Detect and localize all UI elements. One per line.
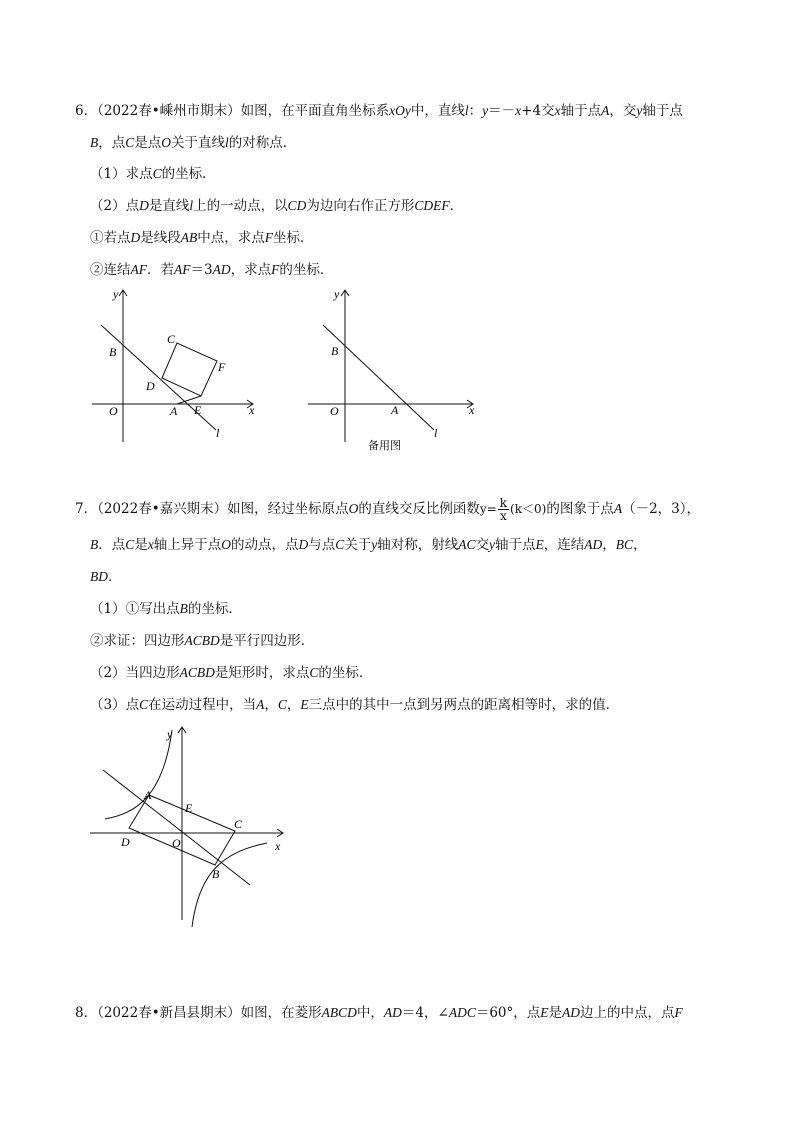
hyperbola-lower-right <box>192 843 267 927</box>
label-o: O <box>172 836 181 850</box>
label-b: B <box>331 344 339 358</box>
p6-var: y <box>636 103 643 118</box>
label-o: O <box>109 404 118 418</box>
label-b: B <box>109 345 117 359</box>
p7-text: ②求证：四边形 <box>90 633 185 649</box>
label-a: A <box>144 788 152 802</box>
p6-var: x <box>515 103 522 118</box>
p7-var: x <box>147 537 154 552</box>
p6-var: AF <box>174 262 191 277</box>
p6-text: 是线段 <box>140 230 181 246</box>
p6-text: 轴于点 <box>642 103 683 119</box>
p7-text: 是平行四边形． <box>219 633 315 649</box>
p8-var: F <box>674 1005 683 1020</box>
p6-var: AF <box>130 262 147 277</box>
p7-text: ， <box>633 537 647 553</box>
hyperbola-upper-left <box>105 730 172 819</box>
p8-var: E <box>540 1005 549 1020</box>
p6-text: 的坐标． <box>279 262 334 278</box>
p6-text: +4交 <box>521 103 555 119</box>
p8-text: 边上的中点，点 <box>580 1005 675 1021</box>
p6-var: D <box>130 230 141 245</box>
p7-var: C <box>335 537 345 552</box>
p6-line-1 <box>75 101 683 121</box>
p7-var: C <box>125 537 135 552</box>
p7-text: （3）点 <box>90 697 140 713</box>
label-x: x <box>275 839 281 853</box>
p7-var: A <box>256 697 265 712</box>
p6-var: F <box>271 262 280 277</box>
p8-text: 是 <box>548 1005 563 1021</box>
p6-var: D <box>139 198 149 213</box>
p6-text: 的坐标． <box>161 166 216 182</box>
p7-text: ． <box>108 569 122 585</box>
p7-var: D <box>298 537 309 552</box>
p7-fraction <box>498 497 509 522</box>
p6-text: 中点，求点 <box>197 230 265 246</box>
p7-text: （2）当四边形 <box>90 665 180 681</box>
p7-text: 三点中的其中一点到另两点的距离相等时，求的值． <box>308 697 620 713</box>
p6-q2-sub2 <box>90 260 333 280</box>
p6-var: l <box>225 135 229 150</box>
p7-text: ， <box>264 697 278 713</box>
p8-var: ABCD <box>321 1005 357 1020</box>
p7-text: ， <box>602 537 616 553</box>
p8-var: ADC <box>448 1005 476 1020</box>
p7-var: B <box>179 601 188 616</box>
p7-line-1 <box>75 497 700 522</box>
p7-func-y: y= <box>479 502 497 516</box>
p7-var: E <box>535 537 544 552</box>
p6-var: F <box>264 230 273 245</box>
p7-condition: (k＜0) <box>510 502 547 516</box>
p7-var: O <box>348 501 359 516</box>
p7-text: （－2，3）， <box>622 501 701 517</box>
p6-var: AD <box>212 262 231 277</box>
p7-var: B <box>90 537 99 552</box>
label-e: E <box>194 403 202 417</box>
p6-text: 6．（2022春•嵊州市期末）如图，在平面直角坐标系 <box>75 103 390 119</box>
p7-text: ， <box>286 697 301 713</box>
label-e: E <box>185 801 193 815</box>
p6-text: ＝3 <box>190 262 213 278</box>
p7-text: 的动点，点 <box>231 537 299 553</box>
p7-var: y <box>371 537 378 552</box>
label-a: A <box>391 403 399 417</box>
p6-var: B <box>90 135 99 150</box>
p6-text: （1）求点 <box>90 166 153 182</box>
p7-text: ．点 <box>98 537 126 553</box>
label-l: l <box>216 426 220 440</box>
p7-text: 的坐标． <box>187 601 242 617</box>
p8-text: 8．（2022春•新昌县期末）如图，在菱形 <box>75 1005 322 1021</box>
p6-text: ①若点 <box>90 230 131 246</box>
p7-text: 的直线交反比例函数 <box>358 501 480 517</box>
p6-var: AB <box>180 230 198 245</box>
p7-text: 的图象于点 <box>546 501 614 517</box>
p7-text: 在运动过程中，当 <box>148 697 257 713</box>
p7-var: A <box>613 501 623 516</box>
p7-text: 与点 <box>308 537 336 553</box>
p7-q1-sub2 <box>90 631 314 651</box>
p7-text: 轴对称，射线 <box>377 537 459 553</box>
p8-var: AD <box>562 1005 581 1020</box>
label-l: l <box>434 426 438 440</box>
p7-text: 是 <box>134 537 148 553</box>
p6-text: 是直线 <box>148 198 190 214</box>
p7-var: C <box>139 697 149 712</box>
p7-text: 的坐标． <box>318 665 373 681</box>
p6-var: l <box>189 198 194 213</box>
p6-figure-backup <box>303 285 488 455</box>
label-c: C <box>234 817 243 831</box>
p7-var: BD <box>90 569 108 584</box>
p6-var: y <box>482 103 489 118</box>
p7-var: ACBD <box>179 665 215 680</box>
label-d: D <box>146 379 155 393</box>
p6-var: xOy <box>389 103 411 118</box>
p6-text: ： <box>468 103 483 119</box>
label-x: x <box>249 403 255 417</box>
label-y: y <box>334 287 340 301</box>
p6-text: ＝－ <box>488 103 516 119</box>
p7-text: 轴上异于点 <box>153 537 222 553</box>
fraction-denominator: x <box>500 509 507 523</box>
p7-text: 7．（2022春•嘉兴期末）如图，经过坐标原点 <box>75 501 349 517</box>
label-d: D <box>121 835 130 849</box>
p6-text: ．若 <box>147 262 174 278</box>
p6-text: 坐标． <box>273 230 314 246</box>
p6-text: 是点 <box>134 135 162 151</box>
p7-var: C <box>309 665 319 680</box>
p7-var: BC <box>615 537 634 552</box>
p7-var: AC <box>458 537 476 552</box>
p6-var: C <box>152 166 162 181</box>
p7-figure <box>85 722 295 927</box>
p6-q1 <box>90 164 216 184</box>
p6-q2-sub1 <box>90 228 314 248</box>
p6-text: ②连结 <box>90 262 131 278</box>
p7-var: y <box>489 537 496 552</box>
p6-var: CD <box>287 198 307 213</box>
p6-var: C <box>125 135 135 150</box>
p7-text: （1）①写出点 <box>90 601 180 617</box>
backup-caption: 备用图 <box>368 440 401 452</box>
p7-q1 <box>90 599 242 619</box>
label-o: O <box>330 404 339 418</box>
line-through-origin <box>103 770 250 885</box>
p6-text: 为边向右作正方形 <box>306 198 415 214</box>
p7-var: AD <box>584 537 603 552</box>
label-y: y <box>167 727 173 741</box>
p7-text: 轴于点 <box>495 537 536 553</box>
p6-line-2 <box>90 133 296 153</box>
p6-var: l <box>464 103 469 118</box>
p6-text: ，求点 <box>230 262 272 278</box>
p6-text: （2）点 <box>90 198 140 214</box>
p7-text: 交 <box>475 537 490 553</box>
p6-text: 关于直线 <box>171 135 226 151</box>
p6-var: x <box>554 103 561 118</box>
p7-var: E <box>300 697 309 712</box>
p6-figure-main <box>85 285 270 445</box>
line-l <box>323 325 434 430</box>
p7-line-2 <box>90 535 647 555</box>
p6-text: 的对称点． <box>228 135 297 151</box>
fraction-numerator: k <box>499 496 508 510</box>
p7-text: ，连结 <box>543 537 585 553</box>
p6-text: ． <box>449 198 464 214</box>
label-y: y <box>113 287 119 301</box>
p7-q3 <box>90 695 619 715</box>
p6-q2 <box>90 196 463 216</box>
label-c: C <box>167 332 176 346</box>
p7-var: O <box>221 537 232 552</box>
p8-line-1 <box>75 1003 683 1023</box>
p7-line-3 <box>90 567 122 587</box>
p6-text: 上的一动点，以 <box>193 198 288 214</box>
p7-q2 <box>90 663 372 683</box>
p6-var: A <box>601 103 610 118</box>
p6-var: O <box>161 135 172 150</box>
p8-text: 中， <box>356 1005 384 1021</box>
p6-text: 轴于点 <box>560 103 602 119</box>
p6-var: CDEF <box>414 198 450 213</box>
p8-text: ＝4，∠ <box>401 1005 449 1021</box>
label-x: x <box>469 403 475 417</box>
label-f: F <box>218 360 226 374</box>
label-a: A <box>170 404 178 418</box>
p6-text: ，点 <box>98 135 126 151</box>
label-b: B <box>212 867 220 881</box>
p7-var: ACBD <box>184 633 220 648</box>
p6-text: ，交 <box>609 103 637 119</box>
p6-text: 中，直线 <box>410 103 465 119</box>
p8-text: ＝60°，点 <box>475 1005 541 1021</box>
p8-var: AD <box>383 1005 402 1020</box>
p7-text: 是矩形时，求点 <box>214 665 310 681</box>
p7-var: C <box>277 697 287 712</box>
p7-text: 关于 <box>344 537 372 553</box>
